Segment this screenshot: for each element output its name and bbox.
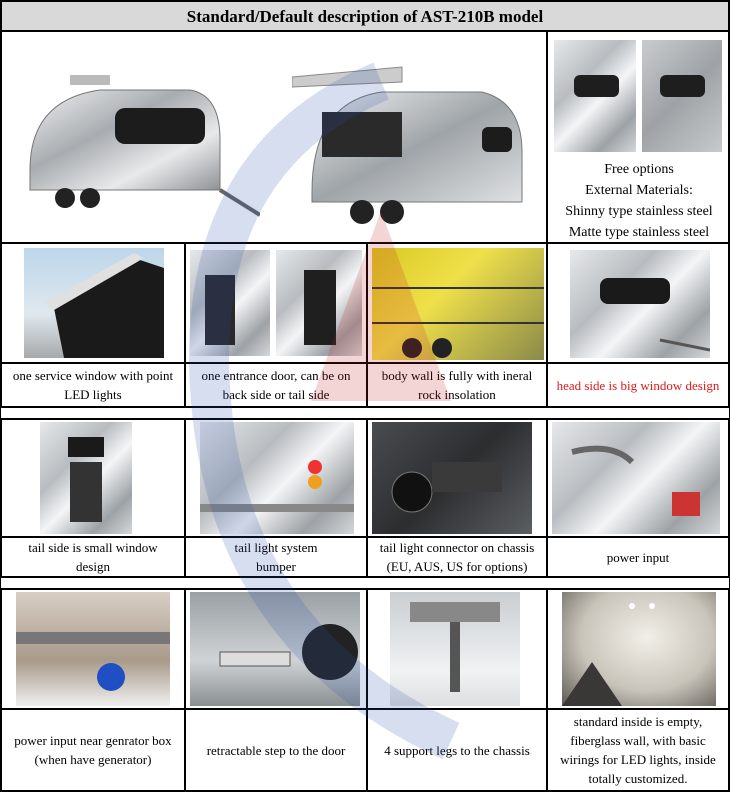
row-spacer-2 <box>1 577 729 589</box>
caption-power-input: power input <box>547 537 729 577</box>
entrance-door-photo-cell <box>185 243 367 363</box>
caption-tail-window-line2: design <box>76 559 110 574</box>
row-spacer <box>1 407 729 419</box>
trailer-photo-front <box>20 50 260 240</box>
caption-tail-window <box>1 537 185 577</box>
interior-photo <box>562 592 716 706</box>
matte-steel-photo <box>642 40 722 152</box>
tail-light-photo-cell <box>185 419 367 537</box>
material-option-matte: Matte type stainless steel <box>568 225 710 240</box>
caption-entrance-door: one entrance door, can be on back side or tail side <box>185 363 367 407</box>
caption-tail-light-line2: bumper <box>256 559 296 574</box>
caption-step: retractable step to the door <box>185 709 367 791</box>
page-title: Standard/Default description of AST-210B model <box>1 1 729 31</box>
caption-connector-line2: (EU, AUS, US for options) <box>386 559 528 574</box>
hero-photo-cell <box>1 31 547 243</box>
insulation-photo-cell <box>367 243 547 363</box>
free-options-text <box>549 159 729 243</box>
connector-photo-cell <box>367 419 547 537</box>
caption-tail-window-line1: tail side is small window <box>28 540 158 555</box>
power-input-photo <box>552 422 720 534</box>
material-option-shiny: Shinny type stainless steel <box>565 204 713 219</box>
caption-generator: power input near genrator box (when have generator) <box>1 709 185 791</box>
caption-tail-light-line1: tail light system <box>234 540 318 555</box>
caption-tail-light <box>185 537 367 577</box>
generator-photo-cell <box>1 589 185 709</box>
insulation-photo <box>372 248 544 360</box>
power-input-photo-cell <box>547 419 729 537</box>
caption-insulation: body wall is fully with ineral rock insolation <box>367 363 547 407</box>
caption-head-window: head side is big window design <box>547 363 729 407</box>
generator-photo <box>16 592 170 706</box>
support-legs-photo-cell <box>367 589 547 709</box>
connector-photo <box>372 422 532 534</box>
free-options-heading: Free options <box>604 162 674 177</box>
external-materials-label: External Materials: <box>585 183 693 198</box>
tail-window-photo-cell <box>1 419 185 537</box>
service-window-photo-cell <box>1 243 185 363</box>
service-window-photo <box>24 248 164 358</box>
entrance-door-photo-1 <box>190 250 270 356</box>
caption-support-legs: 4 support legs to the chassis <box>367 709 547 791</box>
shiny-steel-photo <box>554 40 636 152</box>
head-window-photo <box>570 250 710 358</box>
trailer-photo-open <box>292 42 532 237</box>
interior-photo-cell <box>547 589 729 709</box>
head-window-photo-cell <box>547 243 729 363</box>
entrance-door-photo-2 <box>276 250 362 356</box>
tail-light-photo <box>200 422 354 534</box>
step-photo-cell <box>185 589 367 709</box>
support-legs-photo <box>390 592 520 706</box>
caption-connector-line1: tail light connector on chassis <box>379 540 535 555</box>
caption-connector <box>367 537 547 577</box>
caption-service-window: one service window with point LED lights <box>1 363 185 407</box>
tail-window-photo <box>40 422 132 534</box>
step-photo <box>190 592 360 706</box>
caption-interior: standard inside is empty, fiberglass wall, with basic wirings for LED lights, inside totally customized. <box>547 709 729 791</box>
